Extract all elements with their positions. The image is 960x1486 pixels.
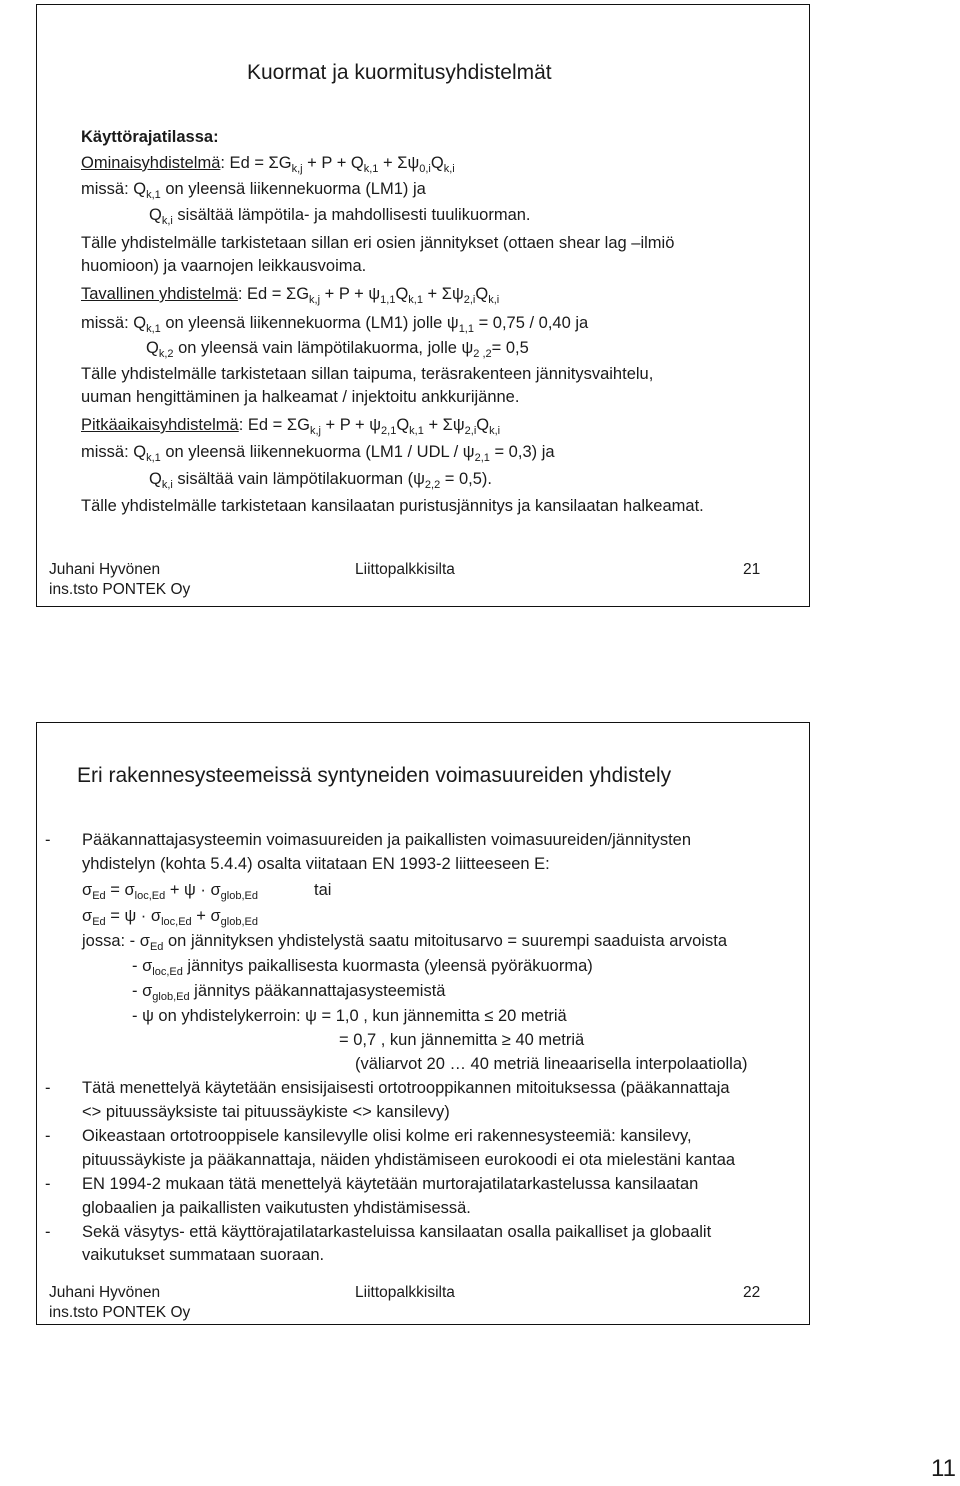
bullet-dash: -	[45, 1079, 51, 1097]
text-part: on yleensä liikennekuorma (LM1 / UDL / ψ	[160, 443, 475, 461]
subscript: glob,Ed	[220, 890, 258, 902]
formula-part: Q	[476, 416, 490, 434]
text-line: Tälle yhdistelmälle tarkistetaan kansilaatan puristusjännitys ja kansilaatan halkeamat.	[81, 497, 704, 515]
definition-line	[82, 931, 727, 951]
formula-part: + ψ · σ	[165, 881, 221, 899]
formula-part: = ψ · σ	[105, 907, 162, 925]
equation-or: tai	[314, 881, 332, 899]
subscript: k,1	[409, 425, 424, 437]
formula-part: Q	[475, 285, 489, 303]
subscript: 2,1	[474, 452, 490, 464]
footer-topic: Liittopalkkisilta	[355, 1284, 455, 1301]
bullet-dash: -	[45, 831, 51, 849]
subscript: loc,Ed	[134, 890, 166, 902]
text-part: sisältää lämpötila- ja mahdollisesti tuulikuorman.	[172, 206, 531, 224]
text-line: uuman hengittäminen ja halkeamat / injektoitu ankkurijänne.	[81, 388, 520, 406]
text-part: Q	[149, 206, 162, 224]
formula-frequent	[81, 284, 499, 304]
definition-line: = 0,7 , kun jännemitta ≥ 40 metriä	[339, 1031, 585, 1049]
subscript: Ed	[92, 890, 106, 902]
equation-2	[82, 906, 258, 926]
text-part: missä: Q	[81, 443, 147, 461]
subscript: k,1	[146, 189, 161, 201]
text-part: on yleensä liikennekuorma (LM1) jolle ψ	[160, 314, 459, 332]
slide-title: Kuormat ja kuormitusyhdistelmät	[247, 61, 552, 84]
subscript: k,1	[363, 163, 379, 175]
subscript: Ed	[92, 916, 106, 928]
text-line	[81, 179, 426, 199]
formula-part: + σ	[191, 907, 221, 925]
text-line	[146, 338, 529, 358]
footer-author: Juhani Hyvönen	[49, 561, 161, 578]
text-part: - σ	[132, 982, 153, 1000]
text-line	[81, 442, 555, 462]
text-part: = 0,5).	[440, 470, 493, 488]
formula-part: = σ	[105, 881, 135, 899]
subscript: k,i	[488, 294, 500, 306]
text-line: Pääkannattajasysteemin voimasuureiden ja paikallisten voimasuureiden/jännitysten	[82, 831, 692, 849]
footer-company: ins.tsto PONTEK Oy	[49, 581, 191, 598]
slide-title: Eri rakennesysteemeissä syntyneiden voimasuureiden yhdistely	[77, 764, 672, 787]
subscript: 2 ,2	[473, 348, 492, 360]
formula-part: + Σψ	[422, 285, 464, 303]
definition-line: (väliarvot 20 … 40 metriä lineaarisella interpolaatiolla)	[355, 1055, 748, 1073]
subscript: 1,1	[458, 323, 474, 335]
text-line	[81, 313, 588, 333]
subscript: loc,Ed	[152, 966, 183, 978]
formula-part: Q	[396, 416, 410, 434]
subscript: glob,Ed	[220, 916, 258, 928]
text-part: on yleensä vain lämpötilakuorma, jolle ψ	[173, 339, 474, 357]
subscript: k,j	[309, 425, 321, 437]
footer-author: Juhani Hyvönen	[49, 1284, 161, 1301]
subscript: Ed	[149, 941, 164, 953]
text-line: huomioon) ja vaarnojen leikkausvoima.	[81, 257, 367, 275]
formula-part: Q	[395, 285, 409, 303]
text-line: EN 1994-2 mukaan tätä menettelyä käytetään murtorajatilatarkastelussa kansilaatan	[82, 1175, 699, 1193]
definition-line	[132, 981, 445, 1001]
subscript: 2,2	[424, 479, 441, 491]
subscript: loc,Ed	[161, 916, 192, 928]
formula-part: : Ed = ΣG	[237, 285, 310, 303]
text-line: <> pituussäyksiste tai pituussäykiste <> kansilevy)	[82, 1103, 450, 1121]
bullet-dash: -	[45, 1127, 51, 1145]
text-line	[149, 469, 492, 489]
term-label: Ominaisyhdistelmä	[81, 154, 221, 172]
text-part: = 0,3) ja	[489, 443, 555, 461]
text-part: = 0,75 / 0,40 ja	[473, 314, 589, 332]
definition-line	[132, 956, 593, 976]
formula-part: σ	[82, 881, 93, 899]
definition-line: - ψ on yhdistelykerroin: ψ = 1,0 , kun jännemitta ≤ 20 metriä	[132, 1007, 567, 1025]
formula-part: + P + Q	[302, 154, 364, 172]
formula-part: + P + ψ	[320, 416, 382, 434]
text-part: Q	[146, 339, 159, 357]
formula-part: Q	[430, 154, 444, 172]
formula-part: + Σψ	[423, 416, 465, 434]
term-label: Pitkäaikaisyhdistelmä	[81, 416, 239, 434]
subscript: 2,i	[464, 425, 477, 437]
text-part: jännitys pääkannattajasysteemistä	[189, 982, 446, 1000]
subscript: k,1	[408, 294, 423, 306]
text-line: Tätä menettelyä käytetään ensisijaisesti ortotrooppikannen mitoituksessa (pääkannattaja	[82, 1079, 730, 1097]
text-part: jännitys paikallisesta kuormasta (yleensä pyöräkuorma)	[182, 957, 593, 975]
subscript: k,j	[309, 294, 321, 306]
slide-22	[36, 722, 810, 1325]
formula-part: + Σψ	[378, 154, 420, 172]
subscript: glob,Ed	[152, 991, 190, 1003]
text-part: on jännityksen yhdistelystä saatu mitoitusarvo = suurempi saaduista arvoista	[163, 932, 727, 950]
page-number: 11	[931, 1455, 956, 1482]
formula-part: : Ed = ΣG	[238, 416, 310, 434]
equation-1	[82, 880, 258, 900]
subscript: k,2	[158, 348, 174, 360]
bullet-dash: -	[45, 1175, 51, 1193]
subscript: 2,i	[463, 294, 476, 306]
text-line: vaikutukset summataan suoraan.	[82, 1246, 325, 1264]
footer-company: ins.tsto PONTEK Oy	[49, 1304, 191, 1321]
footer-slide-number: 22	[743, 1284, 761, 1301]
text-line: yhdistelyn (kohta 5.4.4) osalta viitataan EN 1993-2 liitteeseen E:	[82, 855, 550, 873]
text-line	[149, 205, 531, 225]
slide-21	[36, 4, 810, 607]
subscript: k,1	[146, 323, 161, 335]
text-part: Q	[149, 470, 162, 488]
formula-quasi-permanent	[81, 415, 500, 435]
text-part: on yleensä liikennekuorma (LM1) ja	[160, 180, 426, 198]
text-part: = 0,5	[491, 339, 529, 357]
subscript: 1,1	[380, 294, 396, 306]
formula-part: σ	[82, 907, 93, 925]
text-part: - σ	[132, 957, 153, 975]
text-part: sisältää vain lämpötilakuorman (ψ	[172, 470, 425, 488]
formula-characteristic	[81, 153, 455, 173]
text-part: jossa: - σ	[82, 932, 150, 950]
subscript: k,1	[146, 452, 161, 464]
subscript: k,i	[161, 479, 173, 491]
subscript: 0,i	[419, 163, 431, 175]
text-line: Sekä väsytys- että käyttörajatilatarkasteluissa kansilaatan osalla paikalliset ja globaalit	[82, 1223, 712, 1241]
subscript: k,i	[161, 215, 173, 227]
formula-part: + P + ψ	[320, 285, 381, 303]
text-line: globaalien ja paikallisten vaikutusten yhdistämisessä.	[82, 1199, 471, 1217]
text-part: missä: Q	[81, 314, 147, 332]
text-line: Oikeastaan ortotrooppisele kansilevylle olisi kolme eri rakennesysteemiä: kansilevy,	[82, 1127, 692, 1145]
text-line: Tälle yhdistelmälle tarkistetaan sillan eri osien jännitykset (ottaen shear lag –ilmiö	[81, 234, 675, 252]
section-heading: Käyttörajatilassa:	[81, 128, 219, 146]
bullet-dash: -	[45, 1223, 51, 1241]
subscript: 2,1	[381, 425, 397, 437]
subscript: k,i	[489, 425, 501, 437]
subscript: k,i	[443, 163, 455, 175]
text-line: Tälle yhdistelmälle tarkistetaan sillan taipuma, teräsrakenteen jännitysvaihtelu,	[81, 365, 654, 383]
footer-slide-number: 21	[743, 561, 761, 578]
text-part: missä: Q	[81, 180, 147, 198]
footer-topic: Liittopalkkisilta	[355, 561, 455, 578]
formula-part: : Ed = ΣG	[220, 154, 292, 172]
subscript: k,j	[291, 163, 303, 175]
text-line: pituussäykiste ja pääkannattaja, näiden yhdistämiseen eurokoodi ei ota mielestäni kantaa	[82, 1151, 736, 1169]
term-label: Tavallinen yhdistelmä	[81, 285, 238, 303]
